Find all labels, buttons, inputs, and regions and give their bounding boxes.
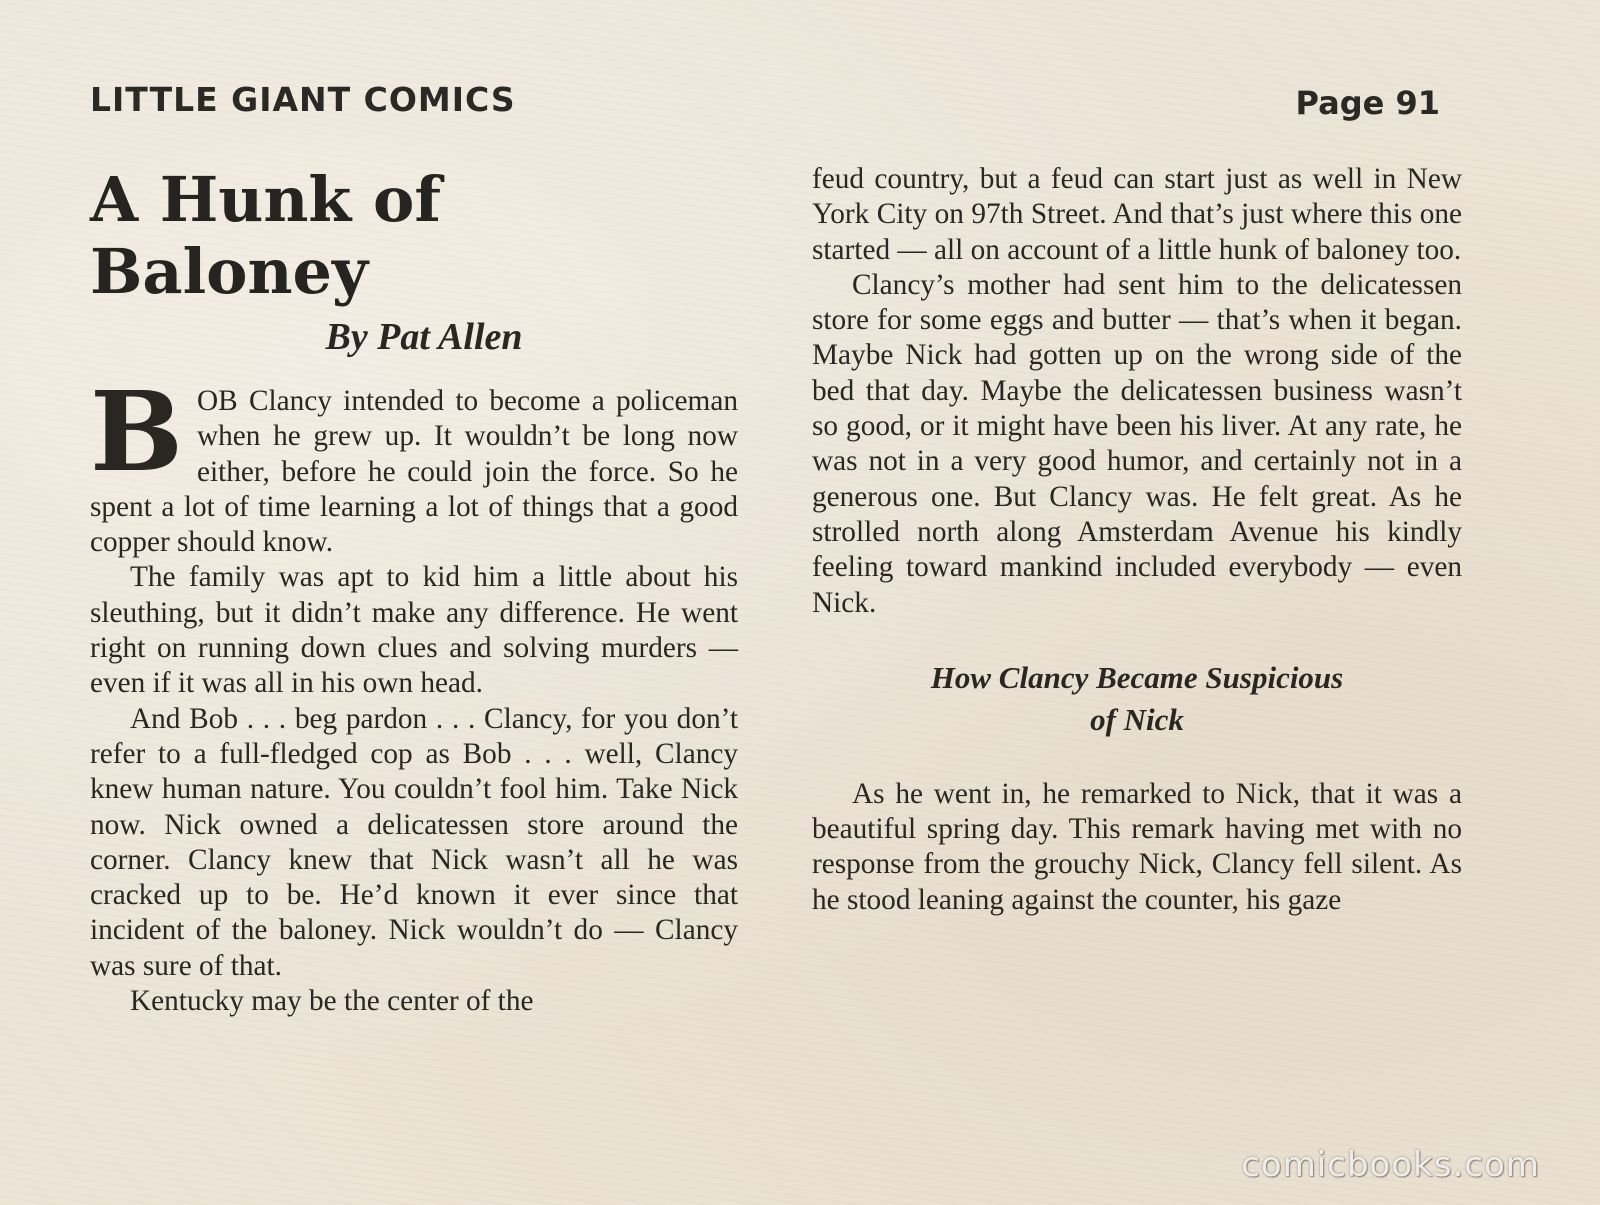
site-watermark: comicbooks.com (1241, 1145, 1540, 1185)
paragraph: As he went in, he remarked to Nick, that it was a beautiful spring day. This remark having met with no response from the grouchy Nick, Clancy fell silent. As he stood leaning against the counter, his gaze (812, 777, 1462, 916)
lead-text: OB Clancy intended to become a policeman when he grew up. It wouldn’t be long now either, before he could join the force. So he spent a lot of time learning a lot of things that a good copper should know. (90, 385, 738, 559)
left-column (90, 160, 738, 1019)
magazine-name: LITTLE GIANT COMICS (90, 80, 516, 119)
subheading-line: of Nick (1090, 701, 1184, 737)
continued-paragraph: feud country, but a feud can start just as well in New York City on 97th Street. And that’s just where this one started — all on account of a little hunk of baloney too. (812, 163, 1462, 266)
section-subheading (852, 657, 1422, 741)
drop-cap-letter: B (90, 367, 183, 496)
right-column (812, 162, 1462, 918)
paragraph: Kentucky may be the center of the (130, 985, 534, 1018)
story-title: A Hunk of Baloney (90, 163, 441, 308)
paragraph: Clancy’s mother had sent him to the delicatessen store for some eggs and butter — that’s when it began. Maybe Nick had gotten up on the wrong side of the bed that day. Maybe the delicatessen business wasn’t so good, or it might have been his liver. At any rate, he was not in a very good humor, and certainly not in a generous one. But Clancy was. He felt great. As he strolled north along Amsterdam Avenue his kindly feeling toward mankind included everybody — even Nick. (812, 268, 1462, 619)
paragraph: The family was apt to kid him a little about his sleuthing, but it didn’t make any difference. He went right on running down clues and solving murders — even if it was all in his own head. (90, 561, 738, 700)
story-byline: By Pat Allen (325, 316, 523, 358)
paragraph: And Bob . . . beg pardon . . . Clancy, for you don’t refer to a full-fledged cop as Bob . . . well, Clancy knew human nature. You couldn’t fool him. Take Nick now. Nick owned a delicatessen store around the corner. Clancy knew that Nick wasn’t all he was cracked up to be. He’d known it ever since that incident of the baloney. Nick wouldn’t do — Clancy was sure of that. (90, 702, 738, 982)
lead-paragraph (90, 367, 738, 560)
page-number: Page 91 (1295, 84, 1440, 122)
subheading-line: How Clancy Became Suspicious (930, 659, 1344, 695)
